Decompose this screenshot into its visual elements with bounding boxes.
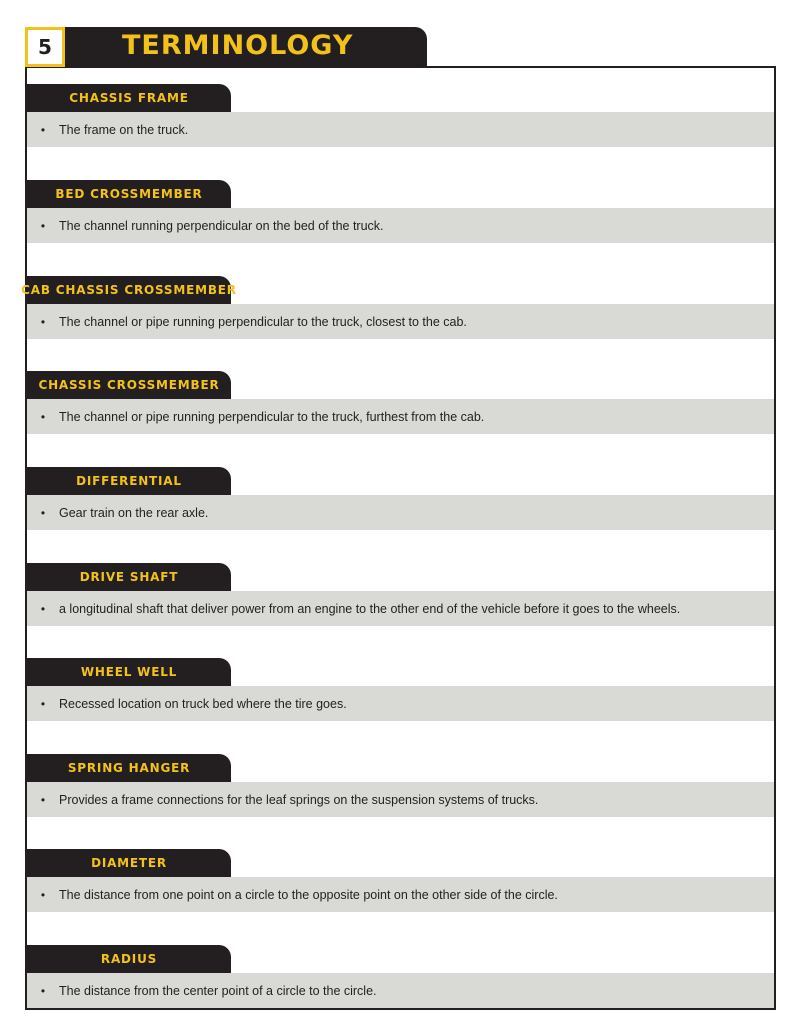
term-definition: Recessed location on truck bed where the tire goes. <box>59 696 347 711</box>
term-label: WHEEL WELL <box>27 658 231 686</box>
term-item-spring-hanger <box>27 754 774 818</box>
term-definition: The channel or pipe running perpendicular to the truck, closest to the cab. <box>59 314 467 329</box>
term-definition: The distance from one point on a circle to the opposite point on the other side of the circle. <box>59 887 558 902</box>
term-label: BED CROSSMEMBER <box>27 180 231 208</box>
term-definition-row <box>27 591 774 626</box>
term-item-diameter <box>27 849 774 913</box>
term-label: CHASSIS CROSSMEMBER <box>27 371 231 399</box>
page-title: TERMINOLOGY <box>122 30 354 61</box>
term-definition-row <box>27 973 774 1008</box>
term-label: CAB CHASSIS CROSSMEMBER <box>27 276 231 304</box>
bullet-icon: • <box>40 792 46 807</box>
bullet-icon: • <box>40 887 46 902</box>
bullet-icon: • <box>40 314 46 329</box>
term-label: CHASSIS FRAME <box>27 84 231 112</box>
bullet-icon: • <box>40 505 46 520</box>
term-definition: The channel running perpendicular on the bed of the truck. <box>59 218 384 233</box>
term-item-differential <box>27 467 774 531</box>
term-item-radius <box>27 945 774 1009</box>
term-item-cab-chassis-crossmember <box>21 276 774 340</box>
term-item-bed-crossmember <box>27 180 774 244</box>
term-definition-row <box>27 495 774 530</box>
term-label: RADIUS <box>27 945 231 973</box>
term-label: DRIVE SHAFT <box>27 563 231 591</box>
term-item-chassis-crossmember <box>27 371 774 435</box>
term-definition: The distance from the center point of a circle to the circle. <box>59 983 377 998</box>
bullet-icon: • <box>40 218 46 233</box>
term-label: DIAMETER <box>27 849 231 877</box>
term-definition-row <box>27 782 774 817</box>
term-definition: The channel or pipe running perpendicular to the truck, furthest from the cab. <box>59 409 485 424</box>
section-number-badge: 5 <box>25 27 65 67</box>
term-definition: Provides a frame connections for the leaf springs on the suspension systems of trucks. <box>59 792 539 807</box>
bullet-icon: • <box>40 122 46 137</box>
term-item-chassis-frame <box>27 84 774 148</box>
term-definition-row <box>27 686 774 721</box>
term-definition-row <box>27 208 774 243</box>
term-definition: Gear train on the rear axle. <box>59 505 209 520</box>
term-label: SPRING HANGER <box>27 754 231 782</box>
term-definition: a longitudinal shaft that deliver power from an engine to the other end of the vehicle before it goes to the wheels. <box>59 601 681 616</box>
term-definition-row <box>27 399 774 434</box>
term-definition-row <box>27 304 774 339</box>
term-item-wheel-well <box>27 658 774 722</box>
term-definition-row <box>27 112 774 147</box>
terminology-panel <box>21 66 776 1010</box>
bullet-icon: • <box>40 983 46 998</box>
term-label: DIFFERENTIAL <box>27 467 231 495</box>
term-definition-row <box>27 877 774 912</box>
bullet-icon: • <box>40 601 46 616</box>
page-title-bar <box>62 27 427 67</box>
term-item-drive-shaft <box>27 563 774 627</box>
bullet-icon: • <box>40 696 46 711</box>
bullet-icon: • <box>40 409 46 424</box>
term-definition: The frame on the truck. <box>59 122 189 137</box>
